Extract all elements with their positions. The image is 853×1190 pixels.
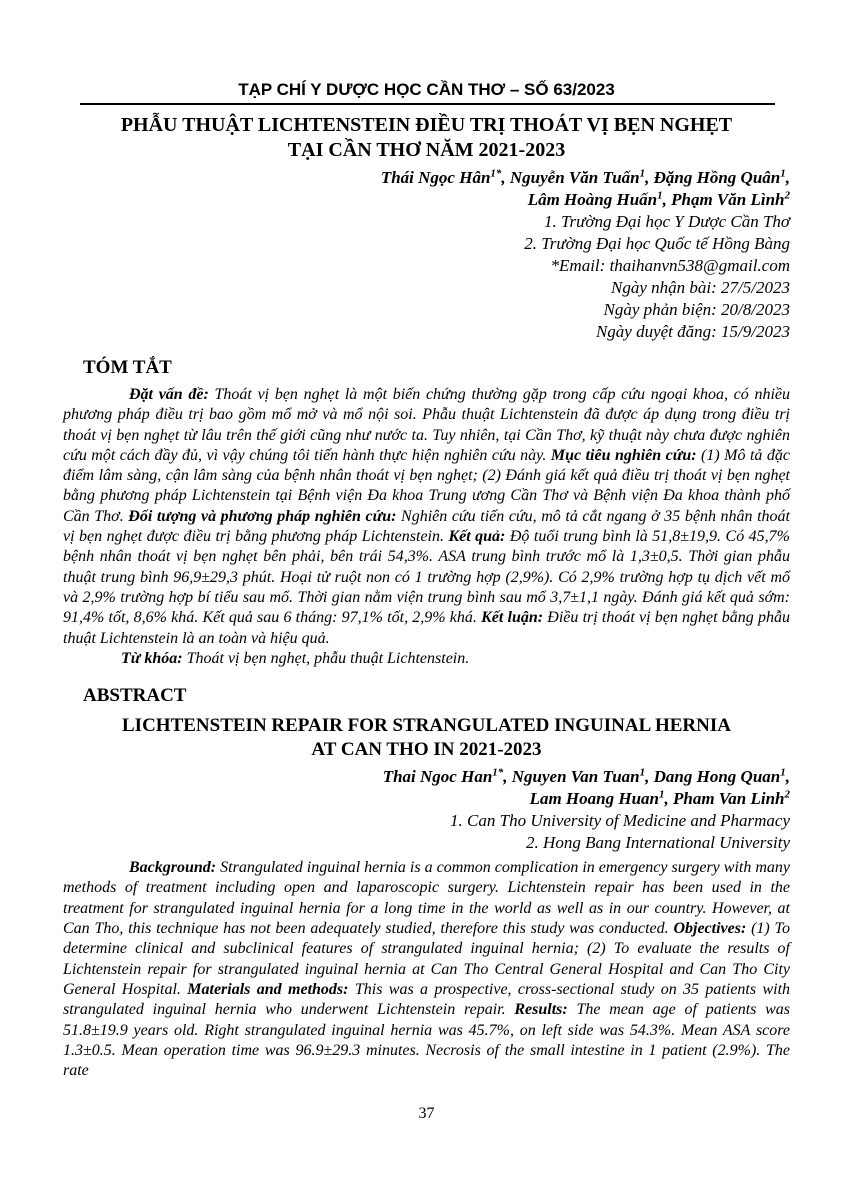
header-divider <box>80 103 775 105</box>
affiliation-vi-2: 2. Trường Đại học Quốc tế Hồng Bàng <box>524 234 790 253</box>
date-accepted: Ngày duyệt đăng: 15/9/2023 <box>595 322 790 341</box>
article-title-vi-line1: PHẪU THUẬT LICHTENSTEIN ĐIỀU TRỊ THOÁT VỊ BẸN NGHẸT <box>120 114 733 136</box>
authors-en <box>63 766 790 810</box>
article-title-en-line2: AT CAN THO IN 2021-2023 <box>311 739 542 761</box>
abstract-vi-paragraph: Đặt vấn đề: Thoát vị bẹn nghẹt là một biến chứng thường gặp trong cấp cứu ngoại khoa, có nhiều phương pháp điều trị bao gồm mổ mở và mổ nội soi. Phẫu thuật Lichtenstein đã được áp dụng trong điều trị thoát vị bẹn nghẹt từ lâu trên thế giới cũng như nước ta. Tuy nhiên, tại Cần Thơ, kỹ thuật này chưa được nghiên cứu một cách đầy đủ, vì vậy chúng tôi tiến hành thực hiện nghiên cứu này. Mục tiêu nghiên cứu: (1) Mô tả đặc điểm lâm sàng, cận lâm sàng của bệnh nhân thoát vị bẹn nghẹt; (2) Đánh giá kết quả điều trị thoát vị bẹn nghẹt bằng phương pháp Lichtenstein tại Bệnh viện Đa khoa Trung ương Cần Thơ và Bệnh viện Đa khoa thành phố Cần Thơ. Đối tượng và phương pháp nghiên cứu: Nghiên cứu tiến cứu, mô tả cắt ngang ở 35 bệnh nhân thoát vị bẹn nghẹt được điều trị bằng phương pháp Lichtenstein. Kết quả: Độ tuổi trung bình là 51,8±19,9. Có 45,7% bệnh nhân thoát vị bẹn nghẹt bên phải, bên trái 54,3%. ASA trung bình trước mổ là 1,3±0,5. Thời gian phẫu thuật trung bình 96,9±29,3 phút. Hoại tử ruột non có 1 trường hợp (2,9%). Có 2,9% trường hợp tụ dịch vết mổ và 2,9% trường hợp bí tiểu sau mổ. Thời gian nằm viện trung bình sau mổ 3,7±1,1 ngày. Đánh giá kết quả sớm: 91,4% tốt, 8,6% khá. Kết quả sau 6 tháng: 97,1% tốt, 2,9% khá. Kết luận: Điều trị thoát vị bẹn nghẹt bằng phẫu thuật Lichtenstein là an toàn và hiệu quả. <box>63 386 791 647</box>
section-heading-abstract: ABSTRACT <box>83 685 187 707</box>
authors-vi-line1: Thái Ngọc Hân$^{1*}$, Nguyễn Văn Tuấn$^1$, Đặng Hồng Quân$^1$, <box>380 167 790 187</box>
corresponding-email: *Email: thaihanvn538@gmail.com <box>550 256 790 275</box>
authors-vi-line2: Lâm Hoàng Huấn$^1$, Phạm Văn Lình$^2$ <box>527 189 790 209</box>
article-title-vi <box>63 113 790 163</box>
article-title-vi-line2: TẠI CẦN THƠ NĂM 2021-2023 <box>287 139 566 161</box>
authors-en-line1: Thai Ngoc Han$^{1*}$, Nguyen Van Tuan$^1$, Dang Hong Quan$^1$, <box>382 766 790 787</box>
date-received: Ngày nhận bài: 27/5/2023 <box>611 278 790 297</box>
affiliation-en-1: 1. Can Tho University of Medicine and Pharmacy <box>450 811 790 831</box>
affiliation-vi-1: 1. Trường Đại học Y Dược Cần Thơ <box>543 212 790 231</box>
affiliation-en-2: 2. Hong Bang International University <box>526 833 790 853</box>
abstract-en-paragraph: Background: Strangulated inguinal hernia is a common complication in emergency surgery with many methods of treatment including open and laparoscopic surgery. Lichtenstein repair has been used in the treatment for strangulated inguinal hernia for a long time in the world as well as in our country. However, at Can Tho, this technique has not been adequately studied, therefore this study was conducted. Objectives: (1) To determine clinical and subclinical features of strangulated inguinal hernia; (2) To evaluate the results of Lichtenstein repair for strangulated inguinal hernia at Can Tho Central General Hospital and Can Tho City General Hospital. Materials and methods: This was a prospective, cross-sectional study on 35 patients with strangulated inguinal hernia who underwent Lichtenstein repair. Results: The mean age of patients was 51.8±19.9 years old. Right strangulated inguinal hernia was 45.7%, on left side was 54.3%. Mean ASA score 1.3±0.5. Mean operation time was 96.9±29.3 minutes. Necrosis of the small intestine in 1 patient (2.9%). The rate <box>63 859 791 1080</box>
authors-en-line2: Lam Hoang Huan$^1$, Pham Van Linh$^2$ <box>529 788 790 809</box>
page-number: 37 <box>418 1105 435 1122</box>
authors-vi <box>63 167 790 211</box>
keywords-vi: Từ khóa: Thoát vị bẹn nghẹt, phẫu thuật Lichtenstein. <box>121 649 470 667</box>
article-title-en <box>63 714 790 762</box>
article-title-en-line1: LICHTENSTEIN REPAIR FOR STRANGULATED INGUINAL HERNIA <box>122 715 731 737</box>
section-heading-tom-tat: TÓM TẮT <box>83 357 172 378</box>
journal-header: TẠP CHÍ Y DƯỢC HỌC CẦN THƠ – SỐ 63/2023 <box>238 80 615 99</box>
date-reviewed: Ngày phản biện: 20/8/2023 <box>603 300 790 319</box>
